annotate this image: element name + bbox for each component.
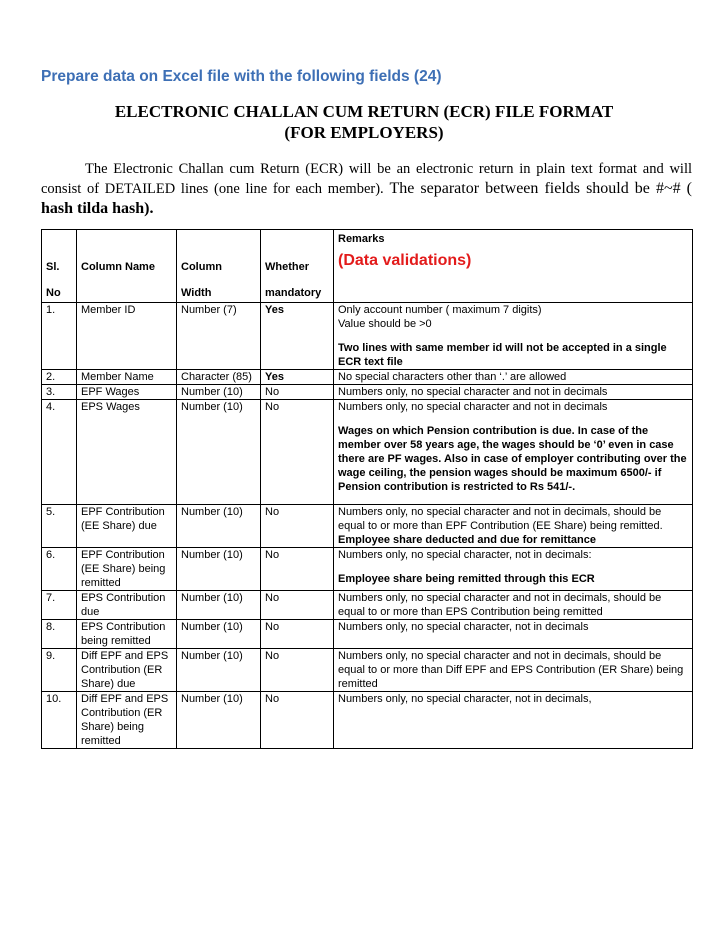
- header-sl-label: Sl.: [46, 261, 60, 273]
- intro-paragraph: [41, 160, 692, 219]
- row-width: Number (10): [177, 548, 261, 591]
- row-mandatory: No: [261, 620, 334, 649]
- row-sl: 3.: [42, 385, 77, 400]
- header-column-width: [177, 230, 261, 303]
- row-remarks: Numbers only, no special character and not in decimals, should be equal to or more than EPS Contribution being remitted: [334, 591, 693, 620]
- remarks-bold-note: Two lines with same member id will not be accepted in a single ECR text file: [338, 342, 667, 368]
- row-remarks: Numbers only, no special character and not in decimals, should be equal to or more than Diff EPF and EPS Contribution (ER Share) being remitted: [334, 649, 693, 692]
- row-width: Number (10): [177, 505, 261, 548]
- row-column-name: EPF Contribution (EE Share) being remitted: [77, 548, 177, 591]
- row-width: Number (7): [177, 303, 261, 370]
- remarks-bold-note: Employee share deducted and due for remittance: [338, 534, 596, 546]
- row-remarks: Numbers only, no special character and not in decimals: [334, 385, 693, 400]
- table-row: [42, 692, 693, 749]
- row-mandatory: No: [261, 692, 334, 749]
- row-mandatory: No: [261, 649, 334, 692]
- paragraph-part1: The Electronic Challan cum Return (ECR) will be an electronic return in plain text format and will consist of DETAILED lines (one line for each member).: [41, 161, 692, 197]
- row-width: Number (10): [177, 400, 261, 505]
- table-row: [42, 591, 693, 620]
- row-column-name: Diff EPF and EPS Contribution (ER Share) due: [77, 649, 177, 692]
- row-mandatory: No: [261, 591, 334, 620]
- table-row: [42, 548, 693, 591]
- row-width: Number (10): [177, 649, 261, 692]
- row-sl: 4.: [42, 400, 77, 505]
- table-row: [42, 505, 693, 548]
- header-width-label: Width: [181, 287, 212, 299]
- row-width: Character (85): [177, 370, 261, 385]
- row-sl: 5.: [42, 505, 77, 548]
- row-mandatory: Yes: [261, 370, 334, 385]
- row-width: Number (10): [177, 385, 261, 400]
- document-subtitle: (FOR EMPLOYERS): [284, 123, 444, 142]
- header-data-validations: (Data validations): [338, 252, 472, 269]
- row-column-name: Member ID: [77, 303, 177, 370]
- remarks-line: Only account number ( maximum 7 digits): [338, 304, 542, 316]
- row-column-name: Diff EPF and EPS Contribution (ER Share) being remitted: [77, 692, 177, 749]
- row-mandatory: No: [261, 548, 334, 591]
- row-remarks: No special characters other than ‘.’ are allowed: [334, 370, 693, 385]
- row-sl: 9.: [42, 649, 77, 692]
- row-remarks: [334, 400, 693, 505]
- row-sl: 10.: [42, 692, 77, 749]
- row-column-name: EPF Contribution (EE Share) due: [77, 505, 177, 548]
- table-row: [42, 303, 693, 370]
- document-title: ELECTRONIC CHALLAN CUM RETURN (ECR) FILE FORMAT: [114, 102, 614, 121]
- row-width: Number (10): [177, 591, 261, 620]
- remarks-line: Numbers only, no special character, not in decimals:: [338, 549, 592, 561]
- row-width: Number (10): [177, 692, 261, 749]
- row-sl: 2.: [42, 370, 77, 385]
- table-row: [42, 620, 693, 649]
- table-row: [42, 385, 693, 400]
- row-sl: 6.: [42, 548, 77, 591]
- paragraph-part3: hash tilda hash).: [41, 200, 154, 217]
- row-mandatory: Yes: [261, 303, 334, 370]
- row-remarks: [334, 505, 693, 548]
- header-whether-label: Whether: [265, 261, 309, 273]
- remarks-line: Numbers only, no special character and not in decimals: [338, 401, 608, 413]
- row-sl: 7.: [42, 591, 77, 620]
- header-column-name: [77, 230, 177, 303]
- paragraph-part2: The separator between fields should be #~# (: [383, 180, 693, 197]
- row-remarks: [334, 303, 693, 370]
- ecr-format-table: [41, 229, 693, 749]
- row-remarks: [334, 548, 693, 591]
- row-column-name: Member Name: [77, 370, 177, 385]
- row-column-name: EPS Contribution being remitted: [77, 620, 177, 649]
- remarks-bold-note: Wages on which Pension contribution is due. In case of the member over 58 years age, the wages should be ‘0’ even in case there are PF wages. Also in case of employer contributing over the wage ceiling, the pension wages should be maximum 6500/- if Pension contribution is restricted to Rs 541/-.: [338, 425, 687, 493]
- row-column-name: EPF Wages: [77, 385, 177, 400]
- row-sl: 1.: [42, 303, 77, 370]
- header-column-label: Column: [181, 261, 222, 273]
- row-column-name: EPS Contribution due: [77, 591, 177, 620]
- table-row: [42, 649, 693, 692]
- row-mandatory: No: [261, 505, 334, 548]
- table-row: [42, 370, 693, 385]
- row-mandatory: No: [261, 400, 334, 505]
- remarks-text: Numbers only, no special character and not in decimals, should be equal to or more than EPF Contribution (EE Share) being remitted.: [338, 506, 663, 532]
- header-remarks: [334, 230, 693, 303]
- header-sl-no: [42, 230, 77, 303]
- table-header-row: [42, 230, 693, 303]
- header-mandatory: [261, 230, 334, 303]
- remarks-line: Value should be >0: [338, 318, 432, 330]
- header-remarks-label: Remarks: [338, 233, 385, 245]
- header-no-label: No: [46, 287, 61, 299]
- row-mandatory: No: [261, 385, 334, 400]
- header-column-name-label: Column Name: [81, 261, 155, 273]
- table-row: [42, 400, 693, 505]
- row-column-name: EPS Wages: [77, 400, 177, 505]
- row-remarks: Numbers only, no special character, not in decimals,: [334, 692, 693, 749]
- row-sl: 8.: [42, 620, 77, 649]
- remarks-bold-note: Employee share being remitted through this ECR: [338, 573, 595, 585]
- row-remarks: Numbers only, no special character, not in decimals: [334, 620, 693, 649]
- intro-heading: Prepare data on Excel file with the following fields (24): [41, 68, 442, 85]
- header-mandatory-label: mandatory: [265, 287, 322, 299]
- row-width: Number (10): [177, 620, 261, 649]
